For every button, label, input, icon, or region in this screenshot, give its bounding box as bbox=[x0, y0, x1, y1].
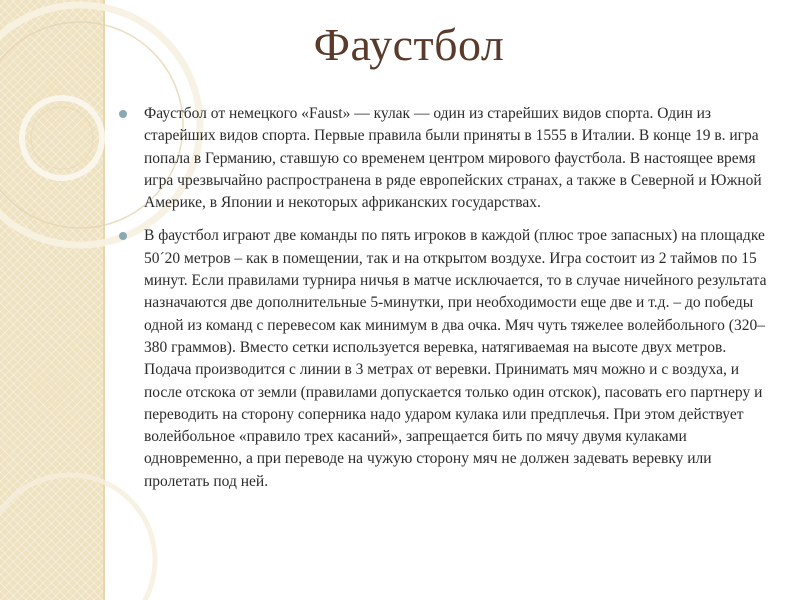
bullet-list bbox=[117, 103, 777, 493]
side-band-edge bbox=[103, 0, 105, 600]
slide-title: Фаустбол bbox=[313, 19, 505, 70]
bullet-item bbox=[117, 225, 777, 493]
bullet-dot-icon bbox=[119, 110, 127, 118]
bullet-text: В фаустбол играют две команды по пять игроков в каждой (плюс трое запасных) на площадке 50´20 метров – как в помещении, так и на открытом воздухе. Игра состоит из 2 таймов по 15 минут. Если правилами турнира ничья в матче исключается, то в случае ничейного результата назначаются две дополнительные 5-минутки, при необходимости еще две и т.д. – до победы одной из команд с перевесом как минимум в два очка. Мяч чуть тяжелее волейбольного (320–380 граммов). Вместо сетки используется веревка, натягиваемая на высоте двух метров. Подача производится с линии в 3 метрах от веревки. Принимать мяч можно и с воздуха, и после отскока от земли (правилами допускается только один отскок), пасовать его партнеру и переводить на сторону соперника надо ударом кулака или предплечья. При этом действует волейбольное «правило трех касаний», запрещается бить по мячу двумя кулаками одновременно, а при переводе на чужую сторону мяч не должен задевать веревку или пролетать под ней. bbox=[144, 227, 767, 490]
bullet-text: Фаустбол от немецкого «Faust» — кулак — один из старейших видов спорта. Один из старейших видов спорта. Первые правила были приняты в 1555 в Италии. В конце 19 в. игра попала в Германию, ставшую со временем центром мирового фаустбола. В настоящее время игра чрезвычайно распространена в ряде европейских странах, а также в Северной и Южной Америке, в Японии и некоторых африканских государствах. bbox=[144, 105, 762, 212]
decorative-side-band bbox=[0, 0, 103, 600]
bullet-dot-icon bbox=[119, 232, 127, 240]
bullet-item bbox=[117, 103, 777, 214]
